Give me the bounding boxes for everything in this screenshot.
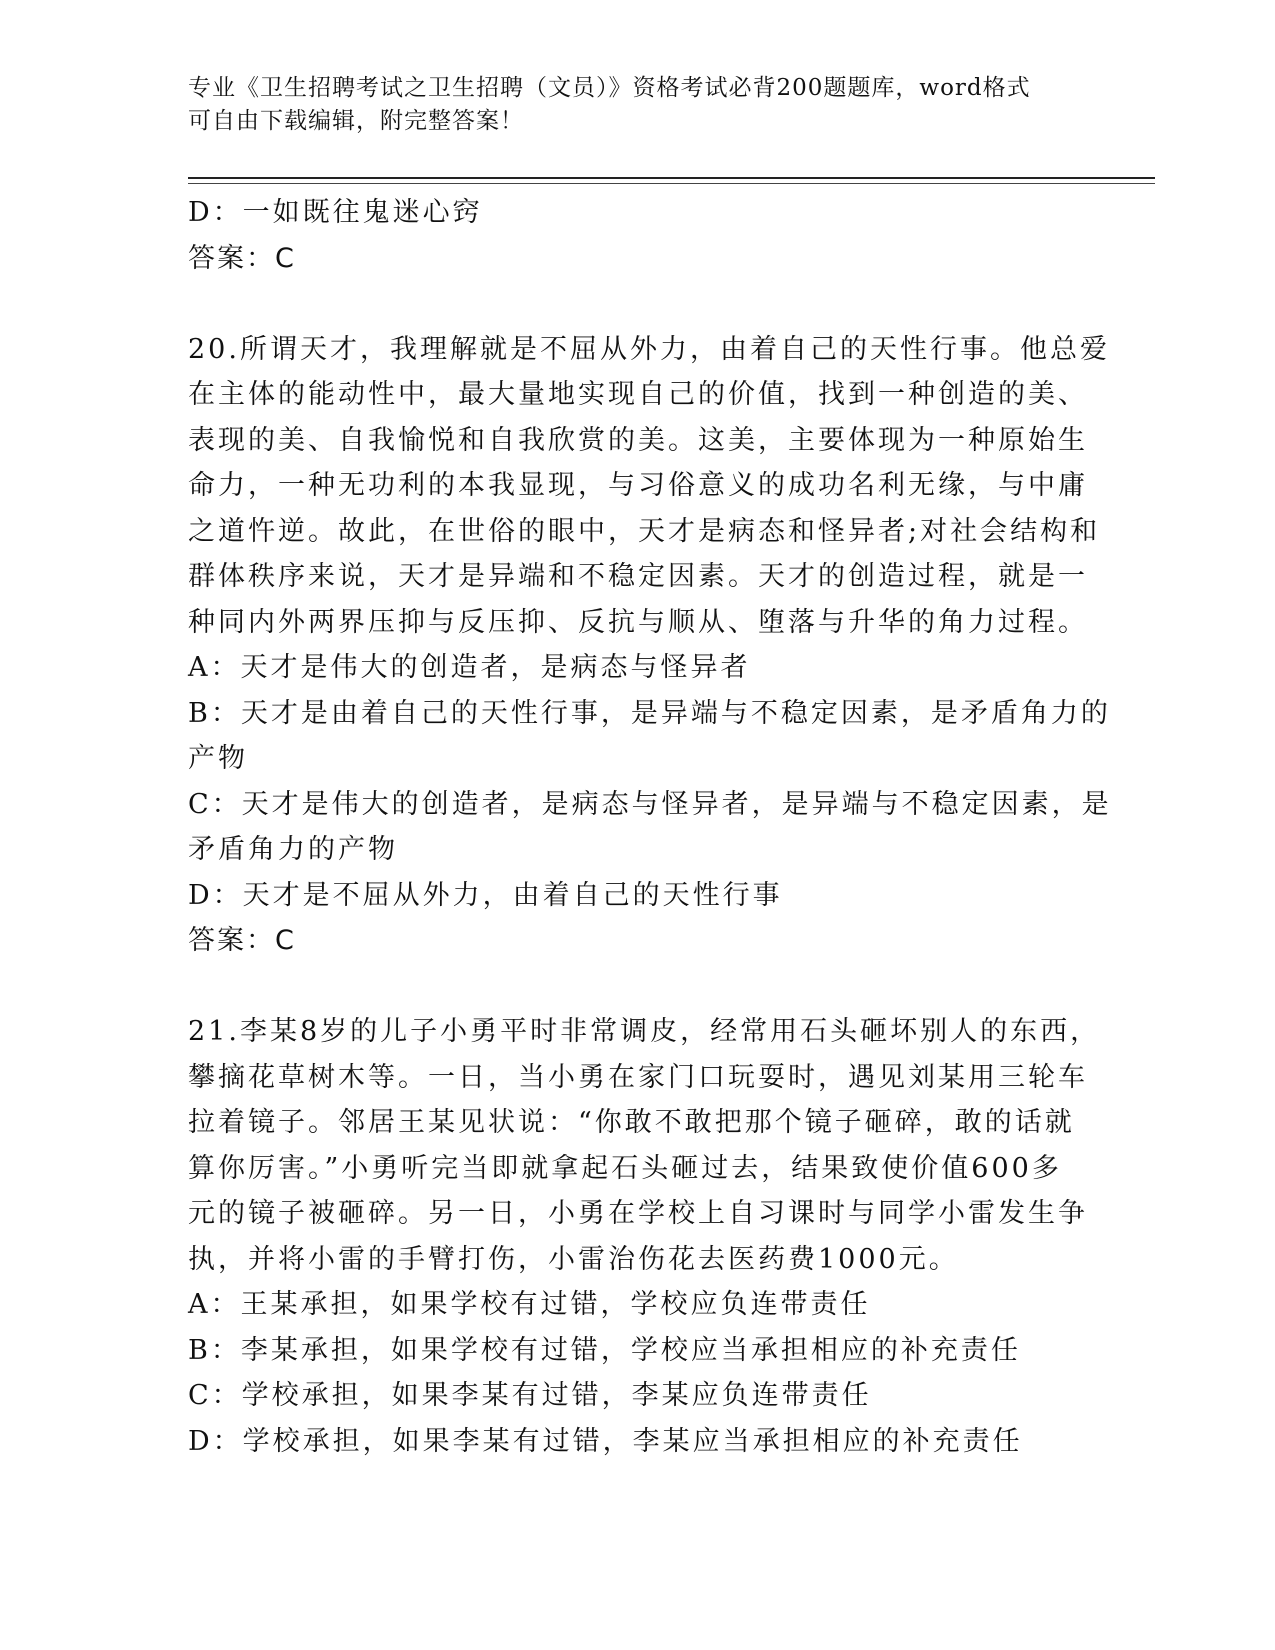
document-header — [188, 72, 1068, 138]
question-21-line: 拉着镜子。邻居王某见状说：“你敢不敢把那个镜子砸碎，敢的话就 — [188, 1107, 1075, 1138]
question-21-option-a: A：王某承担，如果学校有过错，学校应负连带责任 — [188, 1289, 871, 1320]
question-20-option-b: B：天才是由着自己的天性行事，是异端与不稳定因素，是矛盾角力的 — [188, 697, 1111, 729]
question-21-line: 元的镜子被砸碎。另一日，小勇在学校上自习课时与同学小雷发生争 — [188, 1198, 1088, 1229]
question-21-option-d: D：学校承担，如果李某有过错，李某应当承担相应的补充责任 — [188, 1425, 1023, 1457]
question-20-option-c: C：天才是伟大的创造者，是病态与怪异者，是异端与不稳定因素，是 — [188, 788, 1112, 820]
spacer — [188, 964, 1078, 1010]
question-20-line: 之道忤逆。故此，在世俗的眼中，天才是病态和怪异者;对社会结构和 — [188, 515, 1101, 547]
question-20-line: 群体秩序来说，天才是异端和不稳定因素。天才的创造过程，就是一 — [188, 561, 1088, 592]
question-20-line: 20.所谓天才，我理解就是不屈从外力，由着自己的天性行事。他总爱 — [188, 333, 1110, 365]
question-20-option-b-cont: 产物 — [188, 743, 248, 774]
question-20 — [188, 327, 1112, 964]
question-20-line: 命力，一种无功利的本我显现，与习俗意义的成功名利无缘，与中庸 — [188, 470, 1088, 501]
question-20-option-c-cont: 矛盾角力的产物 — [188, 834, 398, 865]
question-20-answer: 答案：C — [188, 925, 296, 956]
prev-answer: 答案：C — [188, 242, 296, 274]
header-line-1: 专业《卫生招聘考试之卫生招聘（文员）》资格考试必背200题题库，word格式 — [188, 75, 1031, 101]
header-line-2: 可自由下载编辑，附完整答案！ — [188, 108, 524, 134]
question-20-option-d: D：天才是不屈从外力，由着自己的天性行事 — [188, 879, 783, 911]
header-divider-thick — [188, 177, 1155, 179]
question-20-option-a: A：天才是伟大的创造者，是病态与怪异者 — [188, 652, 751, 683]
question-20-line: 表现的美、自我愉悦和自我欣赏的美。这美，主要体现为一种原始生 — [188, 424, 1088, 456]
header-divider-thin — [188, 183, 1155, 184]
spacer — [188, 281, 1078, 327]
question-21-line: 执，并将小雷的手臂打伤，小雷治伤花去医药费1000元。 — [188, 1243, 959, 1275]
prev-option-d: D：一如既往鬼迷心窍 — [188, 197, 483, 228]
question-21 — [188, 1009, 1101, 1464]
question-21-option-c: C：学校承担，如果李某有过错，李某应负连带责任 — [188, 1380, 872, 1411]
question-21-option-b: B：李某承担，如果学校有过错，学校应当承担相应的补充责任 — [188, 1334, 1021, 1366]
question-21-line: 算你厉害。”小勇听完当即就拿起石头砸过去，结果致使价值600多 — [188, 1152, 1062, 1184]
document-body — [188, 190, 1112, 1464]
question-21-line: 21.李某8岁的儿子小勇平时非常调皮，经常用石头砸坏别人的东西， — [188, 1016, 1101, 1047]
question-21-line: 攀摘花草树木等。一日，当小勇在家门口玩耍时，遇见刘某用三轮车 — [188, 1061, 1088, 1093]
question-20-line: 种同内外两界压抑与反压抑、反抗与顺从、堕落与升华的角力过程。 — [188, 606, 1088, 638]
question-20-line: 在主体的能动性中，最大量地实现自己的价值，找到一种创造的美、 — [188, 379, 1088, 410]
